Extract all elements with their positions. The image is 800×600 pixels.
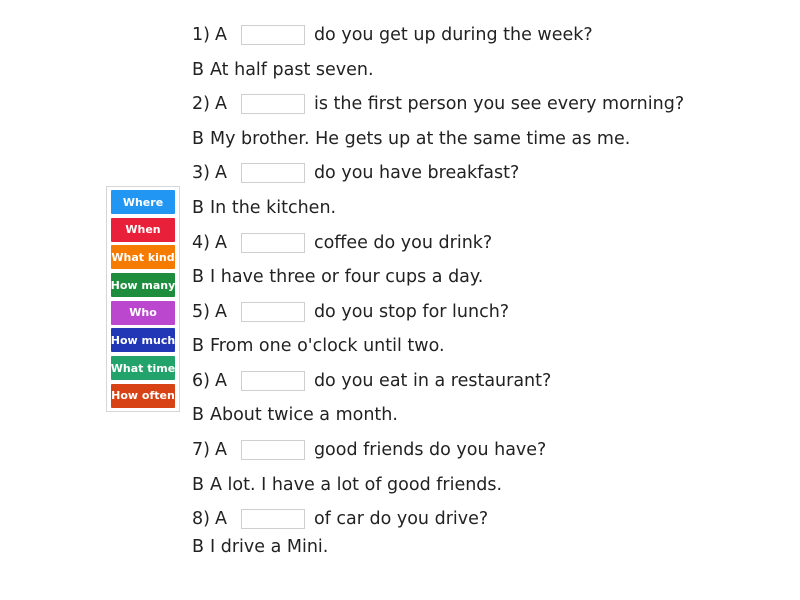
- speaker-b-label: B: [192, 405, 205, 425]
- question-line: [192, 93, 684, 115]
- answer-text: In the kitchen.: [210, 198, 337, 218]
- question-text: do you eat in a restaurant?: [313, 371, 552, 391]
- word-tile-when[interactable]: When: [111, 218, 175, 242]
- answer-drop-slot[interactable]: [241, 94, 305, 114]
- speaker-b-label: B: [192, 537, 205, 557]
- question-number: 8): [192, 509, 210, 529]
- answer-drop-slot[interactable]: [241, 371, 305, 391]
- question-line: [192, 232, 492, 254]
- answer-line: [192, 59, 374, 81]
- speaker-a-label: A: [214, 163, 227, 183]
- answer-text: My brother. He gets up at the same time as me.: [210, 129, 631, 149]
- answer-line: [192, 335, 445, 357]
- word-tile-who[interactable]: Who: [111, 301, 175, 325]
- question-text: do you have breakfast?: [313, 163, 520, 183]
- speaker-b-label: B: [192, 60, 205, 80]
- question-line: [192, 301, 509, 323]
- question-text: do you stop for lunch?: [313, 302, 510, 322]
- answer-line: [192, 266, 483, 288]
- question-number: 7): [192, 440, 210, 460]
- speaker-a-label: A: [214, 25, 227, 45]
- answer-drop-slot[interactable]: [241, 233, 305, 253]
- speaker-a-label: A: [214, 509, 227, 529]
- answer-line: [192, 536, 328, 558]
- question-number: 6): [192, 371, 210, 391]
- question-number: 1): [192, 25, 210, 45]
- answer-text: I have three or four cups a day.: [210, 267, 484, 287]
- speaker-a-label: A: [214, 371, 227, 391]
- answer-line: [192, 197, 336, 219]
- answer-text: About twice a month.: [210, 405, 398, 425]
- answer-text: From one o'clock until two.: [210, 336, 445, 356]
- question-text: of car do you drive?: [313, 509, 489, 529]
- speaker-a-label: A: [214, 302, 227, 322]
- speaker-b-label: B: [192, 336, 205, 356]
- word-tile-how-many[interactable]: How many: [111, 273, 175, 297]
- question-text: coffee do you drink?: [313, 233, 493, 253]
- question-text: is the first person you see every morning?: [313, 94, 685, 114]
- speaker-b-label: B: [192, 475, 205, 495]
- question-text: do you get up during the week?: [313, 25, 593, 45]
- answer-text: I drive a Mini.: [210, 537, 329, 557]
- question-line: [192, 162, 519, 184]
- question-line: [192, 508, 488, 530]
- question-number: 5): [192, 302, 210, 322]
- question-line: [192, 370, 551, 392]
- question-number: 2): [192, 94, 210, 114]
- speaker-b-label: B: [192, 267, 205, 287]
- word-tile-where[interactable]: Where: [111, 190, 175, 214]
- question-line: [192, 439, 546, 461]
- answer-drop-slot[interactable]: [241, 440, 305, 460]
- answer-drop-slot[interactable]: [241, 163, 305, 183]
- speaker-b-label: B: [192, 129, 205, 149]
- speaker-a-label: A: [214, 233, 227, 253]
- speaker-a-label: A: [214, 440, 227, 460]
- word-tile-how-much[interactable]: How much: [111, 328, 175, 352]
- word-bank: [106, 186, 180, 412]
- word-tile-how-often[interactable]: How often: [111, 384, 175, 408]
- speaker-a-label: A: [214, 94, 227, 114]
- question-number: 3): [192, 163, 210, 183]
- question-line: [192, 24, 593, 46]
- answer-drop-slot[interactable]: [241, 509, 305, 529]
- answer-line: [192, 404, 398, 426]
- question-number: 4): [192, 233, 210, 253]
- answer-drop-slot[interactable]: [241, 302, 305, 322]
- word-tile-what-kind[interactable]: What kind: [111, 245, 175, 269]
- answer-line: [192, 128, 630, 150]
- answer-line: [192, 474, 502, 496]
- answer-text: At half past seven.: [210, 60, 374, 80]
- question-text: good friends do you have?: [313, 440, 547, 460]
- speaker-b-label: B: [192, 198, 205, 218]
- answer-text: A lot. I have a lot of good friends.: [210, 475, 503, 495]
- answer-drop-slot[interactable]: [241, 25, 305, 45]
- word-tile-what-time[interactable]: What time: [111, 356, 175, 380]
